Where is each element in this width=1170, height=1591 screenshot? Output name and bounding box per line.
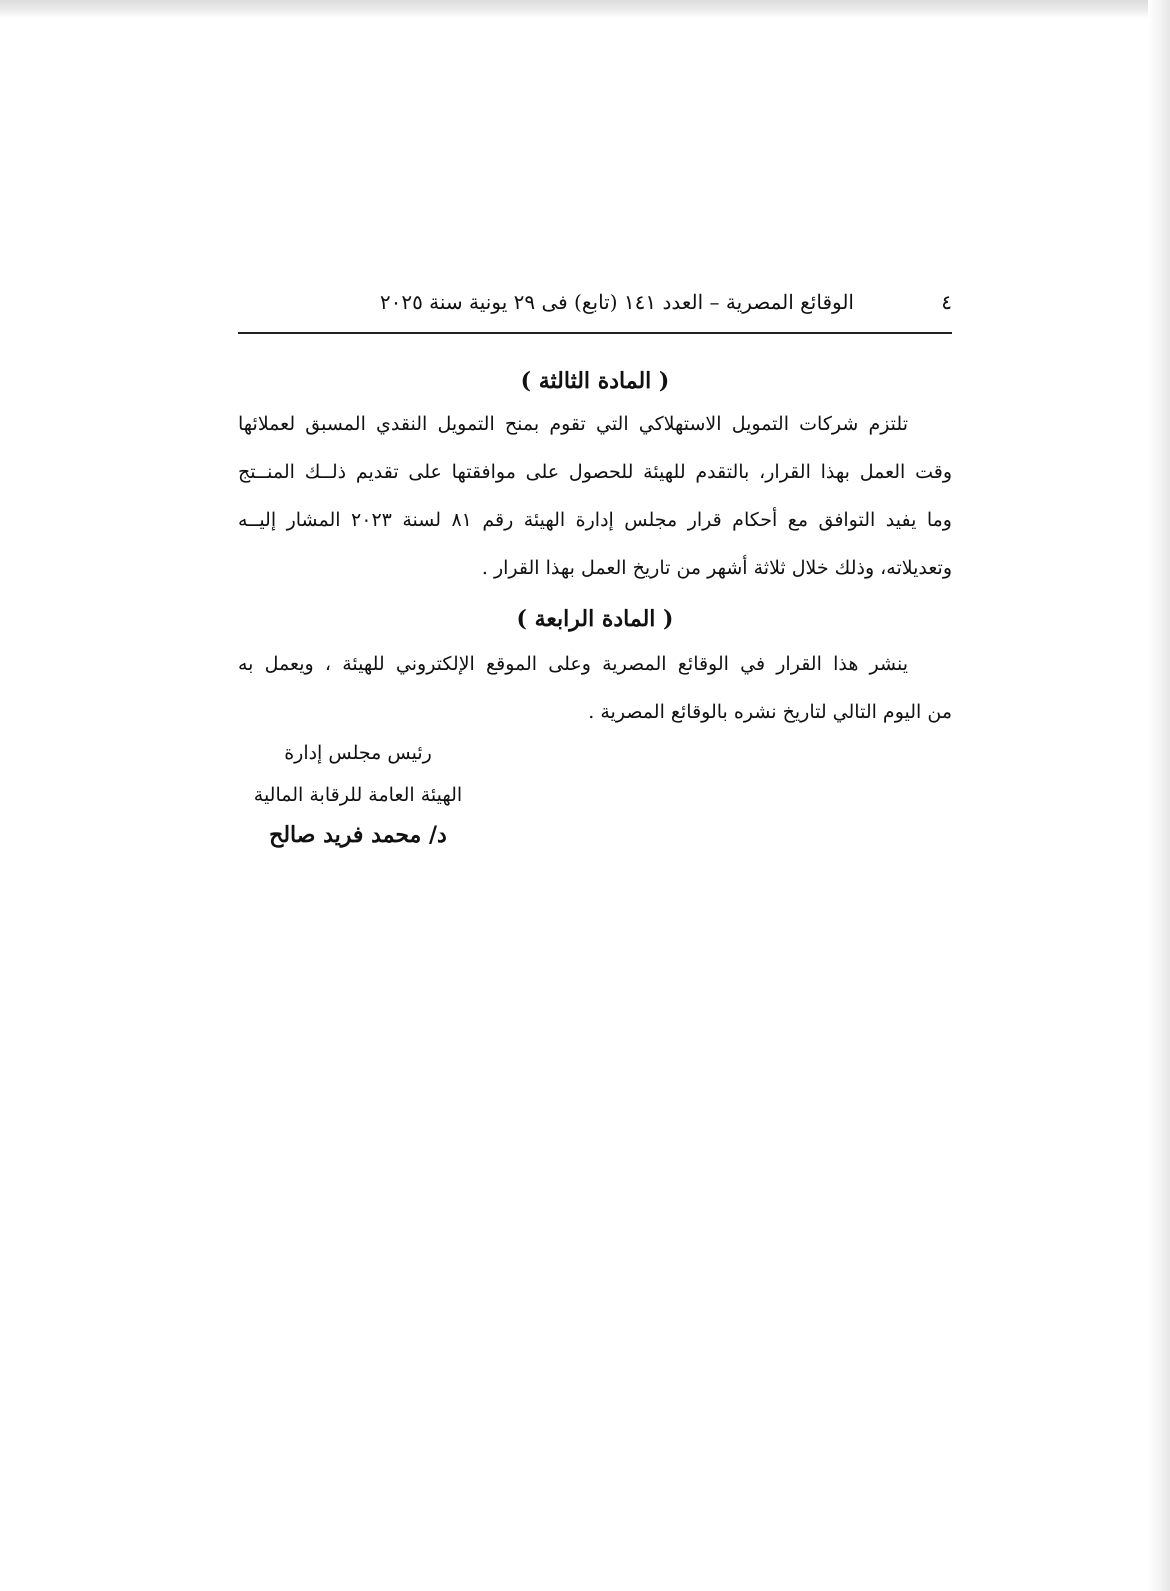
top-shadow bbox=[0, 0, 1170, 18]
article-3-title: ( المادة الثالثة ) bbox=[520, 368, 670, 394]
gazette-header-title: الوقائع المصرية – العدد ١٤١ (تابع) فى ٢٩ يونية سنة ٢٠٢٥ bbox=[379, 290, 854, 314]
signature-block bbox=[238, 732, 478, 848]
header-rule bbox=[238, 332, 952, 334]
running-header bbox=[238, 280, 952, 330]
article-4-body bbox=[238, 640, 952, 736]
signatory-position-line2: الهيئة العامة للرقابة المالية bbox=[253, 784, 463, 806]
article-4-line: ينشر هذا القرار في الوقائع المصرية وعلى الموقع الإلكتروني للهيئة ، ويعمل به bbox=[238, 653, 908, 675]
article-4-line: من اليوم التالي لتاريخ نشره بالوقائع المصرية . bbox=[588, 701, 952, 723]
signatory-name: د/ محمد فريد صالح bbox=[269, 822, 447, 848]
article-3-line: وما يفيد التوافق مع أحكام قرار مجلس إدارة الهيئة رقم ٨١ لسنة ٢٠٢٣ المشار إليــه bbox=[238, 509, 952, 531]
signatory-position-line1: رئيس مجلس إدارة bbox=[284, 742, 432, 764]
page-number: ٤ bbox=[941, 290, 952, 314]
article-4-title: ( المادة الرابعة ) bbox=[516, 606, 674, 632]
article-3-body bbox=[238, 400, 952, 592]
article-3-line: تلتزم شركات التمويل الاستهلاكي التي تقوم بمنح التمويل النقدي المسبق لعملائها bbox=[238, 413, 908, 435]
document-page bbox=[238, 280, 952, 848]
article-3-line: وتعديلاته، وذلك خلال ثلاثة أشهر من تاريخ العمل بهذا القرار . bbox=[481, 557, 952, 579]
article-3-line: وقت العمل بهذا القرار، بالتقدم للهيئة للحصول على موافقتها على تقديم ذلــك المنــتج bbox=[238, 461, 952, 483]
page-edge-shadow bbox=[1148, 0, 1170, 1591]
